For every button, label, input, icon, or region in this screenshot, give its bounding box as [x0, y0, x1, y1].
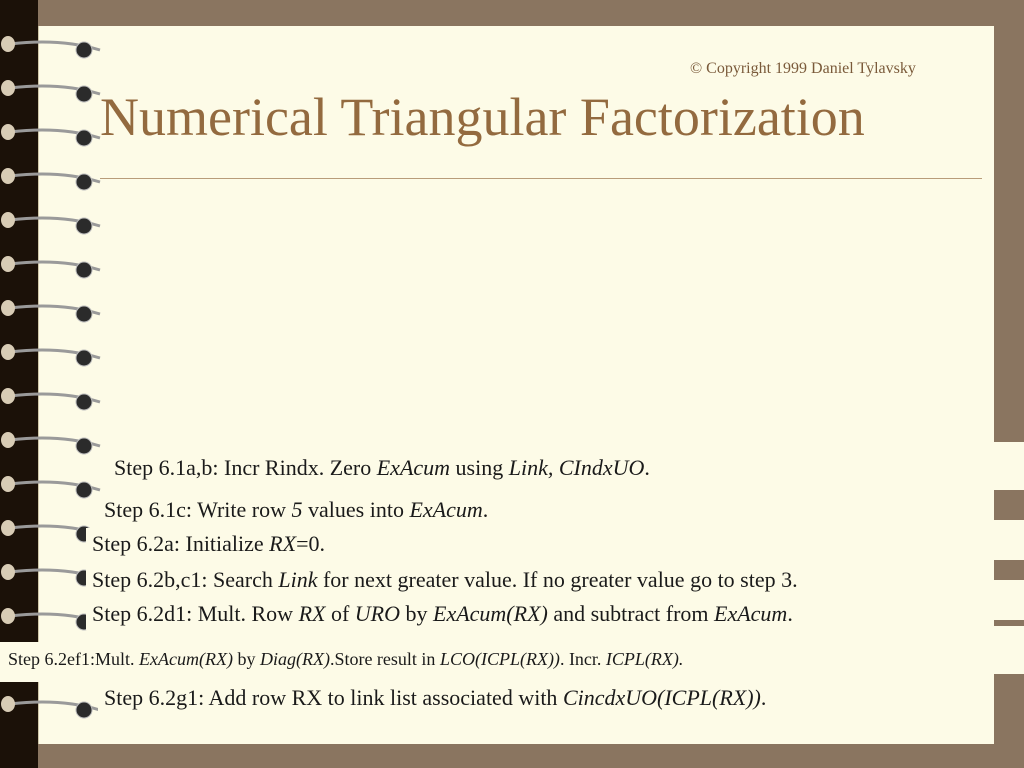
title-divider	[100, 178, 982, 179]
step-6-1ab: Step 6.1a,b: Incr Rindx. Zero ExAcum using Link, CIndxUO.	[108, 452, 656, 484]
page-edge-strip	[993, 626, 1024, 674]
step-6-2ef1: Step 6.2ef1:Mult. ExAcum(RX) by Diag(RX).Store result in LCO(ICPL(RX)). Incr. ICPL(RX).	[0, 642, 689, 682]
page-edge-strip	[993, 442, 1024, 490]
step-6-1c: Step 6.1c: Write row 5 values into ExAcum.	[98, 494, 494, 526]
page-title: Numerical Triangular Factorization	[100, 87, 865, 147]
copyright-notice: © Copyright 1999 Daniel Tylavsky	[690, 60, 916, 77]
step-6-2a: Step 6.2a: Initialize RX=0.	[86, 528, 331, 560]
page-edge-strip	[993, 520, 1024, 560]
page-edge-strip	[993, 580, 1024, 620]
step-6-2g1: Step 6.2g1: Add row RX to link list associated with CincdxUO(ICPL(RX)).	[98, 682, 772, 714]
step-6-2bc1: Step 6.2b,c1: Search Link for next greater value. If no greater value go to step 3.	[86, 564, 804, 596]
step-6-2d1: Step 6.2d1: Mult. Row RX of URO by ExAcum(RX) and subtract from ExAcum.	[86, 598, 799, 630]
